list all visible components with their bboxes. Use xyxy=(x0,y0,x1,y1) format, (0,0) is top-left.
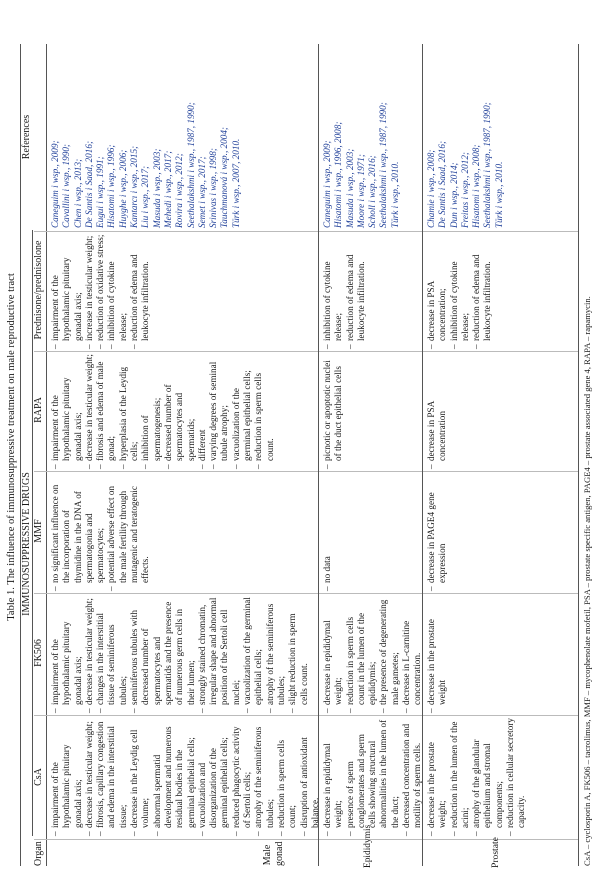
effects-list xyxy=(50,596,310,713)
reference-link[interactable]: Moore i wsp., 1971; xyxy=(355,154,366,228)
effect-item: – no significant influence on the incorporation of thymidine in the DNA of spermatogonia and spermatocytes; xyxy=(50,474,106,591)
cell-mmf-epididymis xyxy=(322,474,333,591)
cell-rapa-prostate xyxy=(426,354,449,469)
effect-item: – impairment of the hypothalamic pituitary gonadal axis; xyxy=(50,234,84,349)
column-divider xyxy=(34,715,578,716)
reference-link[interactable]: Tauchmanová i wsp., 2004; xyxy=(219,127,230,228)
drug-header-mmf: MMF xyxy=(33,519,44,543)
reference-link[interactable]: Seethalakshmi i wsp., 1987, 1990; xyxy=(482,102,493,228)
effect-item: – disruption of antioxidant balance. xyxy=(299,718,322,836)
effect-item: – impairment of the hypothalamic pituitary gonadal axis; xyxy=(50,596,84,713)
effect-item: – varying degrees of seminal tubule atrophy; xyxy=(208,354,231,469)
reference-link[interactable]: Hisatomi i wsp., 2008; xyxy=(471,144,482,228)
organ-label-prostate xyxy=(490,837,502,868)
reference-link[interactable]: Caneguim i wsp., 2009; xyxy=(322,140,332,228)
reference-link[interactable]: Huyghe i wsp., 2006; xyxy=(117,149,128,228)
effect-item: – reduction of edema and leukocyte infiltration. xyxy=(129,234,152,349)
effect-item: – reduction in the lumen of the acini; xyxy=(449,718,472,836)
effect-item: – decrease in the Leydig cell volume; xyxy=(129,718,152,836)
effect-item: – reduction in sperm cells count in the lumen of the epididymis; xyxy=(345,596,379,713)
reference-link[interactable]: Seethalakshmi i wsp., 1987, 1990; xyxy=(185,102,196,228)
refs-male-gonad xyxy=(50,46,242,228)
cell-prednisone-male-gonad xyxy=(50,234,152,349)
effect-item: – strongly stained chromatin, irregular shape and abnormal position of the Sertoli cell nuclei; xyxy=(197,596,242,713)
effect-item: – presence of sperm conglomerates and sperm cells showing structural abnormalities in the lumen of the duct; xyxy=(345,718,401,836)
cell-fk506-epididymis xyxy=(322,596,424,713)
effect-item: – fibrosis and edema of male gonad; xyxy=(95,354,118,469)
effect-item: – abnormal spermatid development and numerous residual bodies in the germinal epithelial cells; xyxy=(152,718,197,836)
effect-item: – increase in testicular weight; xyxy=(84,234,95,349)
effect-item: – decrease in PSA concentration xyxy=(426,354,449,469)
reference-link[interactable]: De Santis i Saad, 2016; xyxy=(83,140,94,228)
cell-mmf-male-gonad xyxy=(50,474,152,591)
effect-item: – impairment of the hypothalamic pituitary gonadal axis; xyxy=(50,718,84,836)
drug-header-prednisone: Prednisone/prednisolone xyxy=(33,240,44,340)
row-rule xyxy=(318,44,319,866)
effect-item: – changes in the interstitial tissue of seminiferous tubules; xyxy=(95,596,129,713)
table-title: Table 1. The influence of immunosuppressive treatment on male reproductive tract xyxy=(6,273,17,621)
reference-link[interactable]: Caneguim i wsp., 2009; xyxy=(50,140,60,228)
table-footnote: CsA – cyclosporin A, FK506 – tacrolimus, MMF – mycophenolate mofetil, PSA – prostate specific antigen, PAGE4 – prostate associated gene 4, RAPA – rapamycin. xyxy=(582,296,592,866)
effect-item: – seminiferous tubules with decreased number of spermatocytes and spermatids and the presence of numerous germ cells in their lumen; xyxy=(129,596,197,713)
reference-link[interactable]: Semet i wsp., 2017; xyxy=(196,156,207,228)
reference-link[interactable]: Dun i wsp., 2014; xyxy=(448,162,459,228)
drug-header-fk506: FK506 xyxy=(33,639,44,667)
reference-link[interactable]: Türk i wsp., 2010. xyxy=(389,161,400,228)
reference-link[interactable]: Freitas i wsp., 2012; xyxy=(459,152,470,228)
reference-link[interactable]: Masuda i wsp., 2003; xyxy=(344,148,355,228)
reference-link[interactable]: Rovira i wsp., 2012; xyxy=(174,153,185,228)
reference-link[interactable]: Chamie i wsp., 2008; xyxy=(426,149,436,228)
refs-epididymis xyxy=(322,46,401,228)
effect-item: – decrease in L-carnitine concentration. xyxy=(401,596,424,713)
effects-list xyxy=(426,234,494,349)
effect-item: – vacuolization of the germinal epithelial cells; xyxy=(242,596,265,713)
reference-link[interactable]: Eugui i wsp., 1991; xyxy=(95,156,106,228)
reference-link[interactable]: Seethalakshmi i wsp., 1987, 1990; xyxy=(378,102,389,228)
effect-item: – the presence of degenerating male gametes; xyxy=(378,596,401,713)
effect-item: – reduced phagocytic activity of Sertoli cells; xyxy=(231,718,254,836)
drug-header-rapa: RAPA xyxy=(33,397,44,423)
drug-header-csa: CsA xyxy=(33,768,44,786)
organ-label-line: Prostate xyxy=(490,837,501,868)
effect-item: – decrease in PAGE4 gene expression xyxy=(426,474,449,591)
effect-item: – decrease in the prostate weight; xyxy=(426,718,449,836)
effect-item: – inhibition of spermatogenesis; xyxy=(140,354,163,469)
cell-rapa-male-gonad xyxy=(50,354,276,469)
effect-item: – decrease in epididymal weight; xyxy=(322,718,345,836)
column-divider xyxy=(34,351,578,352)
cell-prednisone-prostate xyxy=(426,234,494,349)
cell-csa-male-gonad xyxy=(50,718,321,836)
reference-link[interactable]: Kantarcı i wsp., 2015; xyxy=(129,145,140,228)
effect-item: – reduction of edema and leukocyte infiltration. xyxy=(345,234,368,349)
references-header: References xyxy=(21,114,32,160)
effect-item: – reduction in sperm cells count. xyxy=(253,354,276,469)
effects-list xyxy=(426,596,449,713)
refs-prostate xyxy=(426,46,505,228)
reference-link[interactable]: Mehedi i wsp., 2017; xyxy=(162,150,173,228)
reference-link[interactable]: Hisatomi i wsp., 1996; xyxy=(106,144,117,228)
effect-item: – decrease in the prostate weight xyxy=(426,596,449,713)
effect-item: – decrease in testicular weight; xyxy=(84,596,95,713)
organ-header: Organ xyxy=(33,841,44,866)
effect-item: – impairment of the hypothalamic pituitary gonadal axis; xyxy=(50,354,84,469)
effect-item: – hyperplasia of the Leydig cells; xyxy=(118,354,141,469)
reference-link[interactable]: Türk i wsp., 2007, 2010. xyxy=(230,138,241,228)
effect-item: – inhibition of cytokine release; xyxy=(449,234,472,349)
reference-link[interactable]: Cavallini i wsp., 1990; xyxy=(61,144,72,228)
column-divider xyxy=(34,593,578,594)
effect-item: – different xyxy=(197,354,208,469)
effect-item: – decrease in epididymal weight; xyxy=(322,596,345,713)
reference-link[interactable]: Türk i wsp., 2010. xyxy=(493,161,504,228)
cell-prednisone-epididymis xyxy=(322,234,367,349)
reference-link[interactable]: Liu i wsp., 2017; xyxy=(140,165,151,228)
effect-item: – vacuolization and disorganization of the germinal epithelial cells; xyxy=(197,718,231,836)
effect-item: – decrease in testicular weight; xyxy=(84,718,95,836)
effect-item: – vacuolization of the germinal epithelial cells; xyxy=(231,354,254,469)
reference-link[interactable]: Masuda i wsp., 2003; xyxy=(151,148,162,228)
effect-item: – inhibition of cytokine release; xyxy=(322,234,345,349)
cell-fk506-prostate xyxy=(426,596,449,713)
effect-item: – decreased concentration and motility of sperm cells. xyxy=(401,718,424,836)
effect-item: – reduction in cellular secretory capacity. xyxy=(505,718,528,836)
effects-list xyxy=(322,474,333,591)
effects-list xyxy=(426,474,449,591)
effect-item: – atrophy of the glandular epithelium and stromal components; xyxy=(471,718,505,836)
column-divider xyxy=(34,231,578,232)
effects-list xyxy=(322,354,345,469)
effect-item: – no data xyxy=(322,474,333,591)
organ-label-line: Epididymis xyxy=(363,824,373,868)
effects-list xyxy=(426,354,449,469)
effect-item: – atrophy of the seminiferous tubules; xyxy=(253,718,276,836)
effect-item: – atrophy of the seminiferous tubules; xyxy=(265,596,288,713)
cell-mmf-prostate xyxy=(426,474,449,591)
effect-item: – decreased number of spermatocytes and spermatids; xyxy=(163,354,197,469)
drug-group-header: IMMUNOSUPPRESSIVE DRUGS xyxy=(21,472,32,616)
effects-list xyxy=(322,596,424,713)
effects-list xyxy=(322,718,424,836)
reference-link[interactable]: Chen i wsp., 2013; xyxy=(72,158,83,228)
cell-csa-prostate xyxy=(426,718,528,836)
cell-fk506-male-gonad xyxy=(50,596,310,713)
effect-item: – slight reduction in sperm cells count. xyxy=(287,596,310,713)
effect-item: – picnotic or apoptotic nuclei of the duct epithelial cells xyxy=(322,354,345,469)
reference-link[interactable]: Srinivas i wsp., 1998; xyxy=(208,148,219,228)
bottom-rule xyxy=(578,44,579,866)
effect-item: – reduction of oxidative stress; xyxy=(95,234,106,349)
effects-list xyxy=(50,718,321,836)
effects-list xyxy=(50,354,276,469)
effect-item: – decrease in PSA concentration; xyxy=(426,234,449,349)
effect-item: – potential adverse effect on the male fertility through mutagenic and teratogenic effects. xyxy=(106,474,151,591)
organ-label-line: Male xyxy=(262,844,273,866)
reference-link[interactable]: Hisatomi i wsp., 1996, 2008; xyxy=(333,121,344,228)
column-divider xyxy=(34,471,578,472)
cell-csa-epididymis xyxy=(322,718,424,836)
effects-list xyxy=(322,234,367,349)
effect-item: – decrease in testicular weight; xyxy=(84,354,95,469)
organ-label-line: gonad xyxy=(274,841,285,866)
organ-label-epididymis xyxy=(362,824,374,868)
row-rule xyxy=(422,44,423,866)
effects-list xyxy=(50,234,152,349)
effect-item: – inhibition of cytokine release; xyxy=(106,234,129,349)
effects-list xyxy=(50,474,152,591)
effect-item: – reduction of edema and leukocyte infiltration. xyxy=(471,234,494,349)
header-rule xyxy=(46,44,47,866)
reference-link[interactable]: De Santis i Saad, 2016; xyxy=(437,140,448,228)
organ-label-male-gonad xyxy=(262,841,286,866)
cell-rapa-epididymis xyxy=(322,354,345,469)
effect-item: – reduction in sperm cells count; xyxy=(276,718,299,836)
reference-link[interactable]: Scholl i wsp., 2016; xyxy=(367,155,378,228)
effect-item: – fibrosis, capillary congestion and edema in the interstitial tissue; xyxy=(95,718,129,836)
effects-list xyxy=(426,718,528,836)
